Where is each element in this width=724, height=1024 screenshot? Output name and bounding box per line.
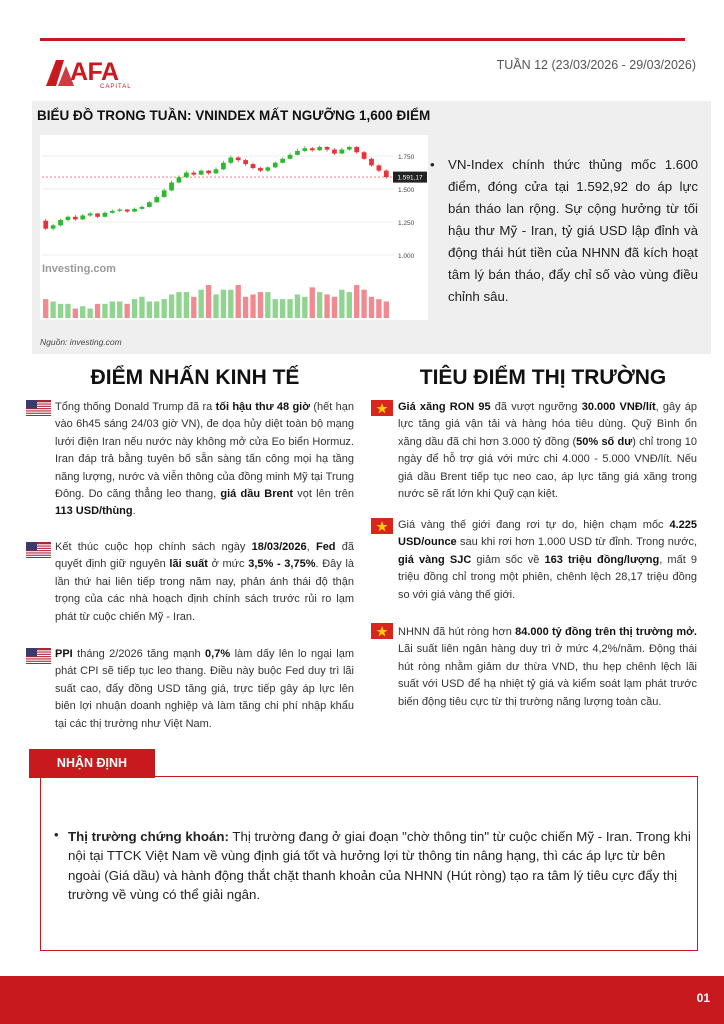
volume-bar bbox=[169, 294, 174, 318]
candle-body bbox=[317, 147, 322, 150]
volume-bar bbox=[250, 294, 255, 318]
candle-body bbox=[184, 173, 189, 178]
volume-bar bbox=[347, 292, 352, 318]
volume-bar bbox=[87, 309, 92, 318]
candle-body bbox=[265, 167, 270, 170]
volume-bar bbox=[102, 304, 107, 318]
volume-bar bbox=[317, 292, 322, 318]
candle-body bbox=[147, 202, 152, 207]
top-rule bbox=[40, 38, 685, 41]
vn-flag-icon bbox=[371, 623, 393, 639]
us-flag-icon bbox=[26, 648, 51, 664]
volume-bar bbox=[184, 292, 189, 318]
volume-bar bbox=[265, 292, 270, 318]
candle-body bbox=[273, 163, 278, 168]
volume-bar bbox=[376, 299, 381, 318]
candle-body bbox=[236, 157, 241, 160]
volume-bar bbox=[58, 304, 63, 318]
outlook-text bbox=[68, 827, 694, 904]
volume-bar bbox=[369, 297, 374, 318]
volume-bar bbox=[258, 292, 263, 318]
chart-source: Nguồn: investing.com bbox=[40, 337, 122, 347]
candle-body bbox=[251, 164, 256, 168]
volume-bar bbox=[354, 285, 359, 318]
candle-body bbox=[228, 157, 233, 162]
candle-body bbox=[191, 173, 196, 175]
volume-bar bbox=[243, 297, 248, 318]
section-title-economy: ĐIỂM NHẤN KINH TẾ bbox=[90, 366, 300, 389]
footer-bar bbox=[0, 976, 724, 1024]
outlook-body: Thị trường đang ở giai đoạn "chờ thông tin" từ cuộc chiến Mỹ - Iran. Trong khi nội tại TTCK Việt Nam về vùng định giá tốt và hưởng lợi từ thông tin nâng hạng, thì các áp lực từ bên ngoài (Giá dầu) và hành động thắt chặt thanh khoản của NHNN (Hút ròng) tạo ra tâm lý tiêu cực đẩy thị trường về vùng có thể giải ngân. bbox=[68, 829, 691, 902]
volume-bar bbox=[95, 304, 100, 318]
candle-body bbox=[154, 197, 159, 202]
candle-body bbox=[280, 159, 285, 163]
volume-bar bbox=[147, 302, 152, 319]
volume-bar bbox=[302, 297, 307, 318]
volume-bar bbox=[191, 297, 196, 318]
volume-bar bbox=[73, 309, 78, 318]
volume-bar bbox=[65, 304, 70, 318]
candle-body bbox=[162, 190, 167, 197]
candle-body bbox=[169, 183, 174, 191]
candle-body bbox=[103, 213, 108, 217]
candle-body bbox=[206, 171, 211, 174]
volume-bar bbox=[154, 302, 159, 319]
volume-bar bbox=[339, 290, 344, 318]
candle-body bbox=[332, 150, 337, 154]
y-tick-label: 1.000 bbox=[398, 253, 415, 260]
news-item-trump: Tổng thống Donald Trump đã ra tối hậu thư 48 giờ (hết hạn vào 6h45 sáng 24/03 giờ VN), đe dọa hủy diệt toàn bộ mạng lưới điện Iran nếu nước này không mở cửa Eo biển Hormuz. Iran đáp trả bằng tuyên bố sẵn sàng tấn công mọi hạ tầng năng lượng, nước và viễn thông của đồng minh Mỹ tại Trung Đông. Do căng thẳng leo thang, giá dầu Brent vọt lên trên 113 USD/thùng. bbox=[55, 401, 354, 518]
week-label: TUẦN 12 (23/03/2026 - 29/03/2026) bbox=[496, 58, 696, 72]
candle-body bbox=[362, 152, 367, 159]
candle-body bbox=[73, 217, 78, 220]
news-item-petrol: Giá xăng RON 95 đã vượt ngưỡng 30.000 VNĐ/lít, gây áp lực tăng giá vận tải và hàng hóa tiêu dùng. Quỹ Bình ổn xăng dầu đã chi hơn 3.000 tỷ đồng (50% số dư) chỉ trong 10 ngày để hỗ trợ giá với mức chi 4.000 - 5.000 VNĐ/lít. Nếu giá dầu Brent tiếp tục neo cao, áp lực tăng giá xăng trong nước sẽ rất lớn khi Quỹ cạn kiệt. bbox=[398, 401, 698, 501]
price-tag-label: 1.591,17 bbox=[397, 174, 423, 182]
section-title-market: TIÊU ĐIỂM THỊ TRƯỜNG bbox=[419, 366, 667, 389]
candle-body bbox=[95, 213, 100, 216]
logo-text: AFA bbox=[70, 58, 119, 86]
volume-bar bbox=[176, 292, 181, 318]
candle-body bbox=[295, 151, 300, 155]
candle-body bbox=[369, 159, 374, 166]
volume-bar bbox=[324, 294, 329, 318]
y-tick-label: 1.750 bbox=[398, 154, 415, 162]
volume-bar bbox=[206, 285, 211, 318]
candle-body bbox=[66, 217, 71, 220]
volume-bar bbox=[228, 290, 233, 318]
candle-body bbox=[51, 225, 56, 228]
candle-body bbox=[88, 213, 93, 215]
chart-watermark: Investing.com bbox=[42, 263, 116, 275]
volume-bar bbox=[124, 304, 129, 318]
candle-body bbox=[288, 155, 293, 159]
outlook-label: Thị trường chứng khoán: bbox=[68, 829, 229, 844]
news-item-sbv: NHNN đã hút ròng hơn 84.000 tỷ đồng trên thị trường mở. Lãi suất liên ngân hàng duy trì ở mức 4,2%/năm. Động thái hút ròng nhằm giảm dư thừa VND, thu hẹp chênh lệch lãi suất với USD để hạ nhiệt tỷ giá và kiểm soát lạm phát trước biến động tiêu cực từ thị trường năng lượng toàn cầu. bbox=[398, 626, 697, 708]
chart-area bbox=[40, 135, 428, 320]
outlook-tab: NHẬN ĐỊNH bbox=[29, 749, 155, 778]
volume-bar bbox=[280, 299, 285, 318]
volume-bar bbox=[139, 297, 144, 318]
candle-body bbox=[258, 168, 263, 171]
volume-bar bbox=[162, 299, 167, 318]
y-tick-label: 1.250 bbox=[398, 220, 415, 228]
candle-body bbox=[214, 169, 219, 173]
volume-bar bbox=[110, 302, 115, 319]
candle-body bbox=[310, 148, 315, 150]
page-number: 01 bbox=[696, 991, 710, 1005]
price-tag bbox=[393, 172, 427, 183]
candle-body bbox=[325, 147, 330, 150]
y-tick-label: 1.500 bbox=[398, 187, 415, 195]
candle-body bbox=[243, 160, 248, 164]
candle-body bbox=[354, 147, 359, 152]
candle-body bbox=[117, 210, 122, 211]
afa-logo bbox=[44, 54, 144, 94]
chart-title: BIỂU ĐỒ TRONG TUẦN: VNINDEX MẤT NGƯỠNG 1,600 ĐIỂM bbox=[37, 108, 431, 123]
volume-bar bbox=[332, 297, 337, 318]
candle-body bbox=[132, 209, 137, 212]
volume-bar bbox=[213, 294, 218, 318]
candle-body bbox=[302, 148, 307, 151]
candle-body bbox=[125, 210, 130, 212]
volume-bar bbox=[80, 306, 85, 318]
us-flag-icon bbox=[26, 400, 51, 416]
volume-bar bbox=[117, 302, 122, 319]
volume-bar bbox=[236, 285, 241, 318]
volume-bar bbox=[43, 299, 48, 318]
candle-body bbox=[377, 165, 382, 170]
logo-subtext: CAPITAL bbox=[100, 84, 132, 90]
volume-bar bbox=[132, 299, 137, 318]
volume-bar bbox=[199, 290, 204, 318]
candle-body bbox=[340, 150, 345, 154]
candle-body bbox=[199, 171, 204, 175]
volume-bar bbox=[384, 302, 389, 319]
vn-flag-icon bbox=[371, 400, 393, 416]
volume-bar bbox=[287, 299, 292, 318]
vn-flag-icon bbox=[371, 518, 393, 534]
news-item-ppi: PPI tháng 2/2026 tăng mạnh 0,7% làm dấy lên lo ngại lạm phát CPI sẽ tiếp tục leo thang. Điều này buộc Fed duy trì lãi suất cao, đẩy đồng USD tăng giá, trực tiếp gây áp lực lên biên lợi nhuận doanh nghiệp và làm tăng chi phí nhập khẩu tại các thị trường như Việt Nam. bbox=[55, 648, 354, 730]
candle-body bbox=[110, 211, 115, 213]
chart-summary bbox=[430, 154, 698, 308]
volume-bar bbox=[273, 299, 278, 318]
candle-body bbox=[177, 177, 182, 182]
candle-body bbox=[58, 220, 63, 225]
volume-bar bbox=[50, 302, 55, 319]
candle-body bbox=[384, 171, 389, 177]
candle-body bbox=[347, 147, 352, 150]
candle-body bbox=[140, 207, 145, 209]
candle-body bbox=[43, 221, 48, 229]
news-item-fed: Kết thúc cuộc họp chính sách ngày 18/03/2026, Fed đã quyết định giữ nguyên lãi suất ở mức 3,5% - 3,75%. Đây là lần thứ hai liên tiếp trong năm nay, phản ánh thái độ thận trọng của các nhà hoạch định chính sách trước rủi ro lạm phát từ cuộc chiến Mỹ - Iran. bbox=[55, 541, 355, 623]
us-flag-icon bbox=[26, 542, 51, 558]
volume-bar bbox=[221, 290, 226, 318]
volume-bar bbox=[295, 294, 300, 318]
bullet-dot: • bbox=[430, 157, 435, 172]
bullet-dot: • bbox=[54, 827, 59, 842]
chart-summary-text: VN-Index chính thức thủng mốc 1.600 điểm, đóng cửa tại 1.592,92 do áp lực bán tháo lan rộng. Sự cộng hưởng từ tối hậu thư Mỹ - Iran, tỷ giá USD lập đỉnh và động thái hút tiền của NHNN đã kích hoạt tâm lý bán tháo, đẩy chỉ số vào vùng điều chỉnh sâu. bbox=[448, 157, 698, 304]
volume-bar bbox=[361, 290, 366, 318]
vnindex-chart bbox=[40, 135, 428, 320]
news-item-gold: Giá vàng thế giới đang rơi tự do, hiện chạm mốc 4.225 USD/ounce sau khi rơi hơn 1.000 USD từ đỉnh. Trong nước, giá vàng SJC giảm sốc về 163 triệu đồng/lượng, mất 9 triệu đồng chỉ trong một phiên, chênh lệch 28,17 triệu đồng so với giá vàng thế giới. bbox=[398, 519, 698, 601]
candle-body bbox=[80, 215, 85, 219]
candle-body bbox=[221, 163, 226, 170]
volume-bar bbox=[310, 287, 315, 318]
